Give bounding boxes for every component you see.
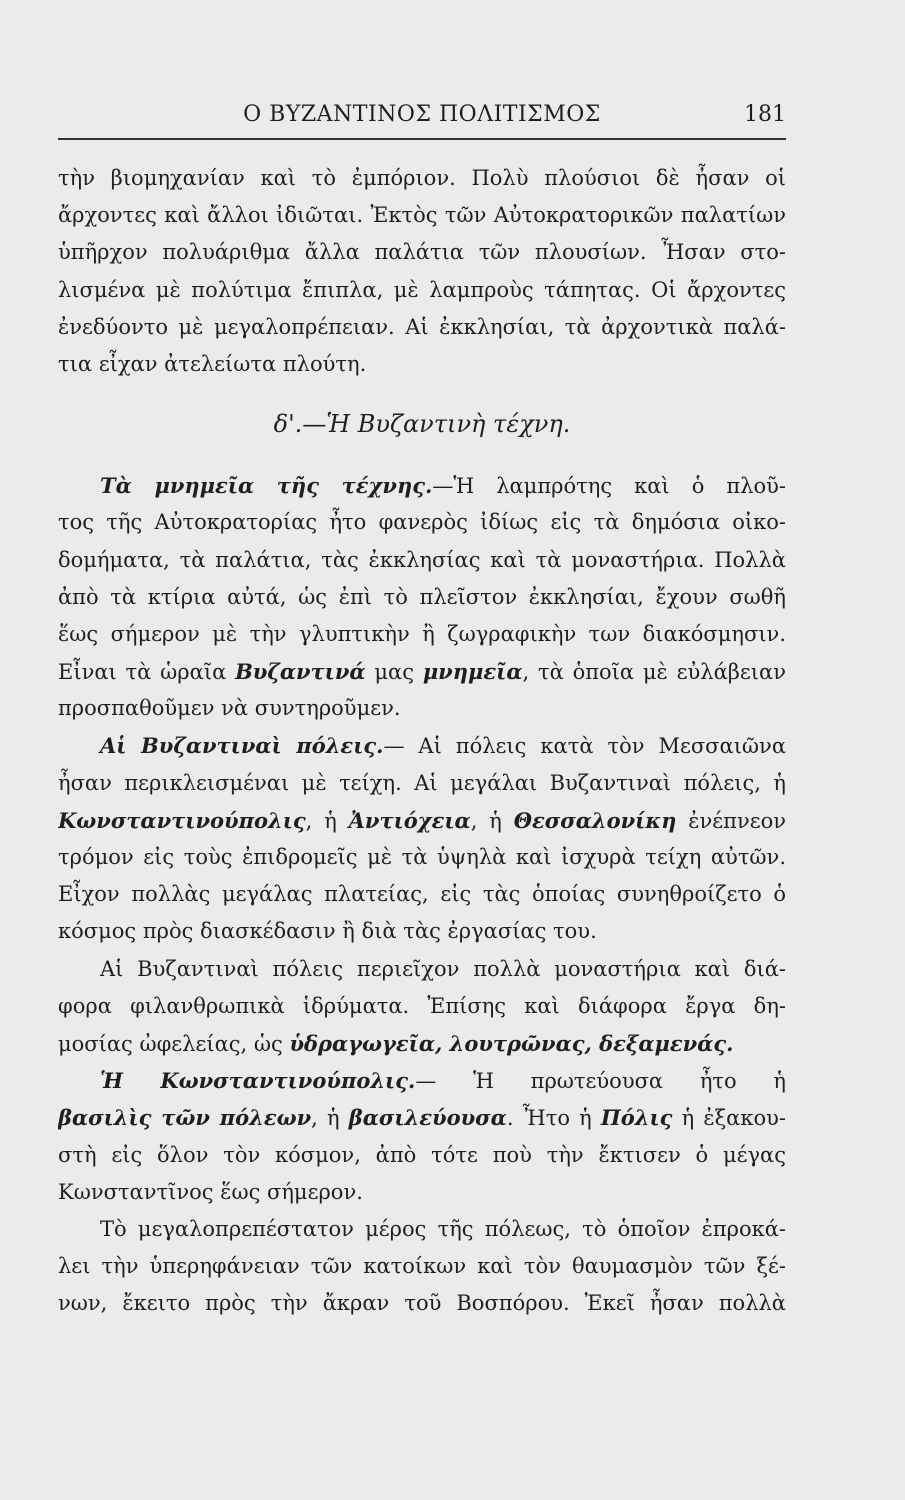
emphasis: Ἀντιόχεια [348,807,471,833]
text-line: ὑπῆρχον πολυάριθμα ἄλλα παλάτια τῶν πλουσίων. Ἦσαν στο- [58,240,786,265]
text-line: τια εἶχαν ἀτελείωτα πλούτη. [58,351,367,376]
text-line: κόσμος πρὸς διασκέδασιν ἢ διὰ τὰς ἐργασίας του. [58,919,597,944]
text-span: , ἡ [311,1106,349,1131]
text-line: ἐνεδύοντο μὲ μεγαλοπρέπειαν. Αἱ ἐκκλησίαι, τὰ ἀρχοντικὰ παλά- [58,314,786,339]
text-span: ἡ ἐξακου- [672,1106,786,1131]
text-line: ἀπὸ τὰ κτίρια αὐτά, ὡς ἐπὶ τὸ πλεῖστον ἐκκλησίαι, ἔχουν σωθῆ [58,584,786,609]
emphasis: ὑδραγωγεῖα, λουτρῶνας, δεξαμενάς. [289,1030,734,1056]
text-line: νων, ἔκειτο πρὸς τὴν ἄκραν τοῦ Βοσπόρου. Ἐκεῖ ἦσαν πολλὰ [58,1291,786,1316]
text-span: ἐνέπνεον [676,808,786,833]
text-line [58,1099,786,1136]
text-span: μας [365,660,423,685]
text-span: . Ἦτο ἡ [506,1106,601,1131]
emphasis: Θεσσαλονίκη [513,807,677,833]
text-line [58,1062,786,1099]
section-heading: δ'.—Ἡ Βυζαντινὴ τέχνη. [273,410,571,439]
text-line: τὴν βιομηχανίαν καὶ τὸ ἐμπόριον. Πολὺ πλούσιοι δὲ ἦσαν οἱ [58,166,786,190]
run-in-heading: Τὰ μνημεῖα τῆς τέχνης. [100,473,433,499]
emphasis: μνημεῖα [422,659,523,685]
text-line: δομήματα, τὰ παλάτια, τὰς ἐκκλησίας καὶ τὰ μοναστήρια. Πολλὰ [58,547,786,572]
running-title: Ο ΒΥΖΑΝΤΙΝΟΣ ΠΟΛΙΤΙΣΜΟΣ [243,102,601,127]
text-line: στὴ εἰς ὅλον τὸν κόσμον, ἀπὸ τότε ποὺ τὴν ἔκτισεν ὁ μέγας [58,1142,786,1167]
emphasis: Κωνσταντινούπολις [58,807,306,833]
text-line [58,727,786,764]
text-line: προσπαθοῦμεν νὰ συντηροῦμεν. [58,696,401,721]
text-line [58,653,786,690]
text-span: , τὰ ὁποῖα μὲ εὐλάβειαν [522,660,786,685]
text-line [58,1025,786,1062]
page-body [58,160,786,1322]
text-line: Τὸ μεγαλοπρεπέστατον μέρος τῆς πόλεως, τὸ ὁποῖον ἐπροκά- [100,1216,786,1241]
text-line: τρόμον εἰς τοὺς ἐπιδρομεῖς μὲ τὰ ὑψηλὰ καὶ ἰσχυρὰ τείχη αὐτῶν. [58,845,786,869]
text-line: φορα φιλανθρωπικὰ ἱδρύματα. Ἐπίσης καὶ διάφορα ἔργα δη- [58,993,786,1018]
text-line: λει τὴν ὑπερηφάνειαν τῶν κατοίκων καὶ τὸν θαυμασμὸν τῶν ξέ- [58,1254,786,1279]
running-header [58,98,786,140]
text-span: —Ἡ λαμπρότης καὶ ὁ πλοῦ- [432,474,786,499]
text-line: τος τῆς Αὐτοκρατορίας ἦτο φανερὸς ἰδίως εἰς τὰ δημόσια οἰκο- [58,510,786,535]
text-span: Εἶναι τὰ ὡραῖα [58,660,236,685]
page-number: 181 [744,102,786,127]
text-line [58,467,786,504]
run-in-heading: Ἡ Κωνσταντινούπολις. [100,1068,416,1094]
text-span: , ἡ [305,808,349,833]
text-line: Κωνσταντῖνος ἕως σήμερον. [58,1179,363,1204]
text-line: Εἶχον πολλὰς μεγάλας πλατείας, εἰς τὰς ὁποίας συνηθροίζετο ὁ [58,882,786,907]
emphasis: Βυζαντινά [235,659,366,685]
text-span: , ἡ [470,808,514,833]
text-line: ἦσαν περικλεισμέναι μὲ τείχη. Αἱ μεγάλαι Βυζαντιναὶ πόλεις, ἡ [58,770,786,795]
emphasis: Πόλις [600,1105,673,1131]
text-span: μοσίας ὠφελείας, ὡς [58,1031,290,1056]
text-line: ἄρχοντες καὶ ἄλλοι ἰδιῶται. Ἐκτὸς τῶν Αὐτοκρατορικῶν παλατίων [58,203,786,228]
text-line: Αἱ Βυζαντιναὶ πόλεις περιεῖχον πολλὰ μοναστήρια καὶ διά- [100,956,786,981]
emphasis: βασιλὶς τῶν πόλεων [58,1105,312,1131]
text-line: ἕως σήμερον μὲ τὴν γλυπτικὴν ἢ ζωγραφικὴν των διακόσμησιν. [58,621,786,646]
run-in-heading: Αἱ Βυζαντιναὶ πόλεις. [100,733,384,759]
text-span: — Ἡ πρωτεύουσα ἦτο ἡ [415,1069,786,1094]
text-line: λισμένα μὲ πολύτιμα ἔπιπλα, μὲ λαμπροὺς τάπητας. Οἱ ἄρχοντες [58,277,786,302]
text-span: — Αἱ πόλεις κατὰ τὸν Μεσσαιῶνα [383,734,786,759]
text-line [58,802,786,839]
emphasis: βασιλεύουσα [348,1105,507,1131]
